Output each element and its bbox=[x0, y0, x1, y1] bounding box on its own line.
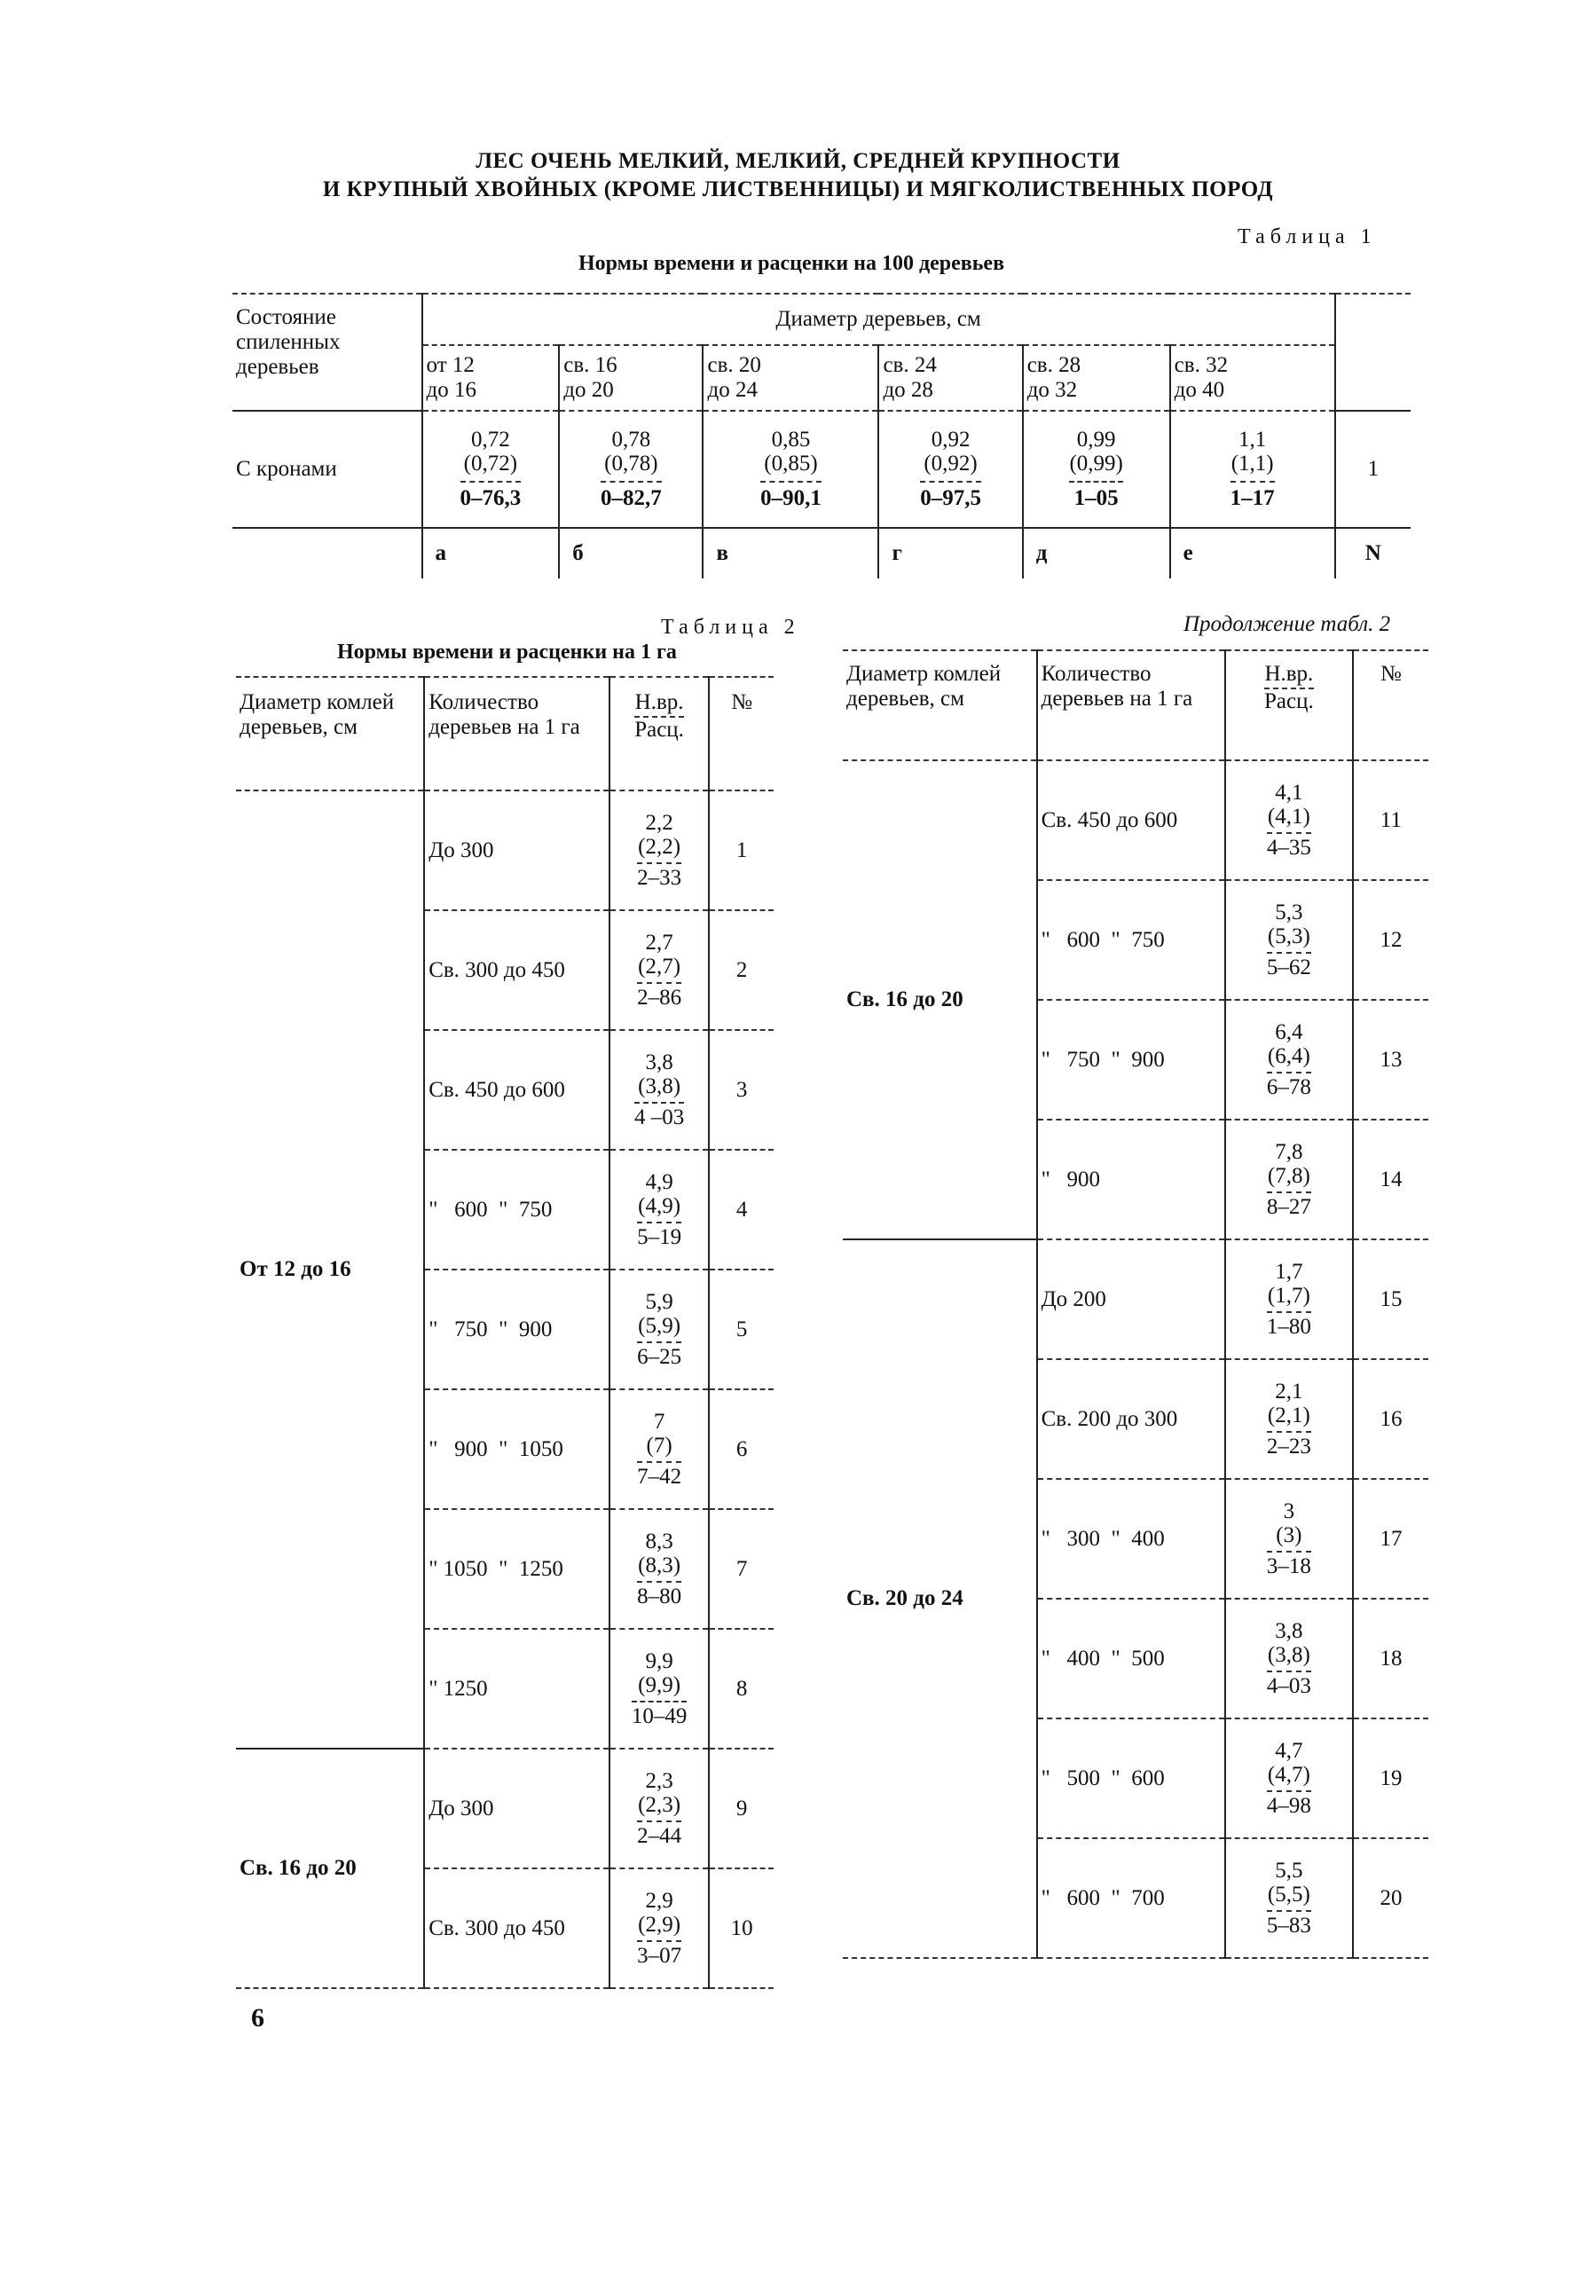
table2c-col-diam: Диаметр комлей деревьев, см bbox=[843, 650, 1037, 760]
table2-col-num: № bbox=[709, 677, 774, 790]
table2-row-number: 4 bbox=[709, 1150, 774, 1270]
table2c-col-count: Количество деревьев на 1 га bbox=[1037, 650, 1225, 760]
table2-diameter-group: Св. 20 до 24 bbox=[843, 1239, 1037, 1958]
table2-rate: 8–27 bbox=[1267, 1191, 1311, 1219]
table2c-col-num: № bbox=[1353, 650, 1428, 760]
table2-count-cell: " 900 bbox=[1037, 1120, 1225, 1239]
table2-count-cell: " 1050 " 1250 bbox=[424, 1509, 609, 1629]
table2-col-diam: Диаметр комлей деревьев, см bbox=[236, 677, 424, 790]
table2-value-cell bbox=[1225, 1120, 1353, 1239]
table1-norm-paren: (0,78) bbox=[604, 452, 658, 476]
table2-count-cell: " 750 " 900 bbox=[1037, 1000, 1225, 1120]
table2-norm-paren: (2,2) bbox=[638, 834, 681, 859]
table2-norm-paren: (5,3) bbox=[1267, 924, 1310, 948]
table2-diameter-group: От 12 до 16 bbox=[236, 790, 424, 1749]
table2-value-cell bbox=[1225, 1838, 1353, 1958]
table2-row-number: 1 bbox=[709, 790, 774, 910]
table2-value-cell bbox=[609, 790, 709, 910]
table2-count-cell: Св. 300 до 450 bbox=[424, 1868, 609, 1988]
table2-norm: 7,8 bbox=[1275, 1139, 1303, 1164]
table2-norm: 2,3 bbox=[645, 1768, 673, 1793]
table2-count-cell: Св. 450 до 600 bbox=[424, 1030, 609, 1150]
table2-rate: 2–33 bbox=[637, 862, 681, 890]
table2-value-cell bbox=[1225, 1599, 1353, 1718]
table1-range-to: до 16 bbox=[426, 378, 477, 402]
table2-norm-paren: (4,9) bbox=[638, 1193, 681, 1218]
table2-rate: 4–98 bbox=[1267, 1790, 1311, 1818]
table1-letter-cell: д bbox=[1023, 528, 1170, 578]
table2-norm: 1,7 bbox=[1275, 1259, 1303, 1284]
table2-norm-paren: (9,9) bbox=[638, 1672, 681, 1697]
table1-range-to: до 20 bbox=[563, 378, 614, 402]
table1-letter-cell: е bbox=[1170, 528, 1335, 578]
table1-rate: 0–76,3 bbox=[460, 481, 522, 510]
table2-norm-paren: (5,9) bbox=[638, 1313, 681, 1338]
table1-norm: 0,85 bbox=[771, 428, 811, 452]
table2-row-number: 15 bbox=[1353, 1239, 1428, 1359]
table2-rate: 5–19 bbox=[637, 1222, 681, 1249]
table2-value-cell bbox=[609, 910, 709, 1030]
table1-col-group: Диаметр деревьев, см bbox=[422, 294, 1335, 345]
table2-value-cell bbox=[609, 1868, 709, 1988]
table2-rate: 3–07 bbox=[637, 1940, 681, 1968]
table2-rate: 5–62 bbox=[1267, 952, 1311, 979]
table2-rate: 6–78 bbox=[1267, 1072, 1311, 1099]
table2-value-cell bbox=[1225, 760, 1353, 880]
table1-range-to: до 40 bbox=[1174, 378, 1225, 402]
table2-row-number: 14 bbox=[1353, 1120, 1428, 1239]
table2-norm-paren: (7) bbox=[646, 1433, 672, 1458]
table1-letter-cell: г bbox=[878, 528, 1022, 578]
table2-rate: 3–18 bbox=[1267, 1551, 1311, 1578]
table1-data-row bbox=[232, 411, 1411, 528]
table2-norm-paren: (7,8) bbox=[1267, 1163, 1310, 1188]
table1-rate: 0–97,5 bbox=[920, 481, 981, 510]
table2-row-number: 16 bbox=[1353, 1359, 1428, 1479]
table1-letter-cell: в bbox=[703, 528, 878, 578]
table2-subtitle: Нормы времени и расценки на 1 га bbox=[337, 641, 677, 664]
table2-value-cell bbox=[609, 1389, 709, 1509]
table-row bbox=[236, 1749, 774, 1868]
table2-norm: 4,1 bbox=[1275, 780, 1303, 805]
table1-subtitle: Нормы времени и расценки на 100 деревьев bbox=[578, 252, 1005, 275]
table2-norm: 2,2 bbox=[645, 810, 673, 835]
table1-norm: 1,1 bbox=[1238, 428, 1267, 452]
table2-rate: 4 –03 bbox=[634, 1102, 684, 1129]
table2-count-cell: " 500 " 600 bbox=[1037, 1718, 1225, 1838]
table1-norm-paren: (0,99) bbox=[1069, 452, 1123, 476]
table2-rate: 2–23 bbox=[1267, 1431, 1311, 1459]
table2-count-cell: " 1250 bbox=[424, 1629, 609, 1749]
table1-rate: 1–05 bbox=[1069, 481, 1122, 510]
table2-col-count: Количество деревьев на 1 га bbox=[424, 677, 609, 790]
table2-count-cell: " 750 " 900 bbox=[424, 1270, 609, 1389]
page-number: 6 bbox=[251, 2003, 264, 2033]
table2-value-cell bbox=[609, 1150, 709, 1270]
table2-left bbox=[236, 676, 774, 1989]
table2-norm: 8,3 bbox=[645, 1529, 673, 1553]
table2-value-cell bbox=[609, 1270, 709, 1389]
table-row bbox=[843, 1239, 1428, 1359]
table2-count-cell: " 900 " 1050 bbox=[424, 1389, 609, 1509]
table1-range-from: св. 24 bbox=[883, 353, 937, 377]
table2-row-number: 6 bbox=[709, 1389, 774, 1509]
table2-count-cell: До 300 bbox=[424, 790, 609, 910]
table2-value-cell bbox=[609, 1749, 709, 1868]
table2-row-number: 12 bbox=[1353, 880, 1428, 1000]
table2-value-cell bbox=[1225, 1359, 1353, 1479]
table2-count-cell: Св. 200 до 300 bbox=[1037, 1359, 1225, 1479]
table1-value-cell bbox=[703, 411, 878, 528]
table2-norm: 2,1 bbox=[1275, 1379, 1303, 1404]
table2-value-cell bbox=[1225, 1000, 1353, 1120]
table2-norm: 3,8 bbox=[645, 1050, 673, 1074]
table2-count-cell: До 200 bbox=[1037, 1239, 1225, 1359]
table2-row-number: 3 bbox=[709, 1030, 774, 1150]
table2c-col-norm: Н.вр. bbox=[1264, 662, 1314, 686]
table2-rate: 6–25 bbox=[637, 1341, 681, 1369]
table2-norm-paren: (8,3) bbox=[638, 1553, 681, 1577]
table2-row-number: 20 bbox=[1353, 1838, 1428, 1958]
table2-col-norm: Н.вр. bbox=[634, 690, 684, 714]
table1-range-cell bbox=[1170, 345, 1335, 411]
table2-rate: 4–03 bbox=[1267, 1671, 1311, 1698]
table1-col-state: Состояние спиленных деревьев bbox=[232, 294, 422, 411]
table1-range-cell bbox=[1023, 345, 1170, 411]
table1-letter-cell: а bbox=[422, 528, 560, 578]
table1-norm-paren: (0,85) bbox=[764, 452, 818, 476]
table1-range-from: св. 28 bbox=[1026, 353, 1081, 377]
table2-row-number: 7 bbox=[709, 1509, 774, 1629]
table2-right bbox=[843, 649, 1428, 1959]
table2-diameter-group: Св. 16 до 20 bbox=[236, 1749, 424, 1988]
table2-norm-paren: (3) bbox=[1276, 1522, 1302, 1547]
table2-count-cell: До 300 bbox=[424, 1749, 609, 1868]
page-title-line1: ЛЕС ОЧЕНЬ МЕЛКИЙ, МЕЛКИЙ, СРЕДНЕЙ КРУПНОСТИ bbox=[476, 149, 1120, 173]
table1-norm: 0,99 bbox=[1076, 428, 1116, 452]
table2-norm-paren: (2,3) bbox=[638, 1792, 681, 1817]
table1-range-from: св. 20 bbox=[707, 353, 761, 377]
table1-range-cell bbox=[703, 345, 878, 411]
table2-rate: 8–80 bbox=[637, 1581, 681, 1608]
table2-rate: 7–42 bbox=[637, 1461, 681, 1489]
table2-value-cell bbox=[609, 1509, 709, 1629]
table2-rate: 1–80 bbox=[1267, 1311, 1311, 1339]
table2-rate: 2–44 bbox=[637, 1820, 681, 1848]
table1-range-from: св. 32 bbox=[1174, 353, 1229, 377]
table2c-col-rate: Расц. bbox=[1264, 689, 1314, 713]
table1-value-cell bbox=[878, 411, 1022, 528]
table1-range-to: до 24 bbox=[707, 378, 758, 402]
table1-label: Таблица 1 bbox=[1238, 225, 1377, 248]
table2-row-number: 18 bbox=[1353, 1599, 1428, 1718]
table2-rate: 2–86 bbox=[637, 982, 681, 1010]
table2-rate: 5–83 bbox=[1267, 1910, 1311, 1938]
table2-rate: 10–49 bbox=[632, 1701, 688, 1728]
table1-norm: 0,92 bbox=[931, 428, 971, 452]
table1-value-cell bbox=[422, 411, 560, 528]
table2-norm: 3 bbox=[1283, 1498, 1295, 1523]
table2-count-cell: " 600 " 750 bbox=[1037, 880, 1225, 1000]
table1-norm: 0,72 bbox=[471, 428, 510, 452]
table2-norm-paren: (2,1) bbox=[1267, 1403, 1310, 1427]
table2-row-number: 11 bbox=[1353, 760, 1428, 880]
table-row bbox=[843, 760, 1428, 880]
table1-rate: 1–17 bbox=[1230, 481, 1275, 510]
table2-norm: 2,7 bbox=[645, 930, 673, 955]
table2-row-number: 13 bbox=[1353, 1000, 1428, 1120]
table2-count-cell: Св. 300 до 450 bbox=[424, 910, 609, 1030]
table2-norm: 2,9 bbox=[645, 1888, 673, 1913]
table1-range-from: от 12 bbox=[426, 353, 475, 377]
table2-value-cell bbox=[1225, 1479, 1353, 1599]
table2-norm: 5,3 bbox=[1275, 900, 1303, 924]
table1-range-from: св. 16 bbox=[563, 353, 617, 377]
table1 bbox=[232, 293, 1411, 578]
table2-value-cell bbox=[1225, 1239, 1353, 1359]
table2-norm-paren: (6,4) bbox=[1267, 1043, 1310, 1068]
table2-norm-paren: (4,1) bbox=[1267, 804, 1310, 829]
table2-norm-paren: (4,7) bbox=[1267, 1762, 1310, 1787]
table2-norm: 5,5 bbox=[1275, 1858, 1303, 1883]
table2-row-number: 17 bbox=[1353, 1479, 1428, 1599]
table1-range-to: до 32 bbox=[1026, 378, 1078, 402]
table2-row-number: 8 bbox=[709, 1629, 774, 1749]
table1-value-cell bbox=[1023, 411, 1170, 528]
table1-value-cell bbox=[1170, 411, 1335, 528]
table2-row-number: 10 bbox=[709, 1868, 774, 1988]
table1-value-cell bbox=[559, 411, 703, 528]
table2-norm: 3,8 bbox=[1275, 1618, 1303, 1643]
table1-row-number: 1 bbox=[1335, 411, 1411, 528]
table2-norm-paren: (2,7) bbox=[638, 954, 681, 979]
table1-letter-row bbox=[232, 528, 1411, 578]
table2-value-cell bbox=[609, 1629, 709, 1749]
table2-norm-paren: (3,8) bbox=[1267, 1642, 1310, 1667]
table1-row-label: С кронами bbox=[232, 411, 422, 528]
table2-norm-paren: (5,5) bbox=[1267, 1882, 1310, 1907]
table1-letter-spacer bbox=[232, 528, 422, 578]
table2-count-cell: " 600 " 750 bbox=[424, 1150, 609, 1270]
table1-range-to: до 28 bbox=[883, 378, 933, 402]
table1-range-cell bbox=[559, 345, 703, 411]
table2-norm: 9,9 bbox=[645, 1648, 673, 1673]
table2-value-cell bbox=[1225, 1718, 1353, 1838]
table2-rate: 4–35 bbox=[1267, 832, 1311, 860]
table1-norm: 0,78 bbox=[611, 428, 651, 452]
table2-row-number: 19 bbox=[1353, 1718, 1428, 1838]
table2-norm: 5,9 bbox=[645, 1289, 673, 1314]
table2-row-number: 9 bbox=[709, 1749, 774, 1868]
table2-count-cell: " 400 " 500 bbox=[1037, 1599, 1225, 1718]
table-row bbox=[236, 790, 774, 910]
table1-norm-paren: (1,1) bbox=[1230, 452, 1274, 476]
table1-num-label: N bbox=[1335, 528, 1411, 578]
table2-norm-paren: (3,8) bbox=[638, 1073, 681, 1098]
table1-norm-paren: (0,92) bbox=[924, 452, 978, 476]
table2-col-rate: Расц. bbox=[634, 718, 684, 742]
table2-continuation-label: Продолжение табл. 2 bbox=[1183, 612, 1391, 636]
table2-norm: 4,9 bbox=[645, 1169, 673, 1194]
table1-range-cell bbox=[878, 345, 1022, 411]
table1-rate: 0–82,7 bbox=[601, 481, 662, 510]
table1-norm-paren: (0,72) bbox=[463, 452, 518, 476]
table2-norm: 4,7 bbox=[1275, 1738, 1303, 1763]
table2-label: Таблица 2 bbox=[661, 616, 800, 639]
page-title-line2: И КРУПНЫЙ ХВОЙНЫХ (КРОМЕ ЛИСТВЕННИЦЫ) И МЯГКОЛИСТВЕННЫХ ПОРОД bbox=[322, 177, 1274, 201]
table2-row-number: 2 bbox=[709, 910, 774, 1030]
table1-range-cell bbox=[422, 345, 560, 411]
table2-count-cell: " 300 " 400 bbox=[1037, 1479, 1225, 1599]
table2-norm: 7 bbox=[653, 1409, 665, 1434]
table2-row-number: 5 bbox=[709, 1270, 774, 1389]
table1-letter-cell: б bbox=[559, 528, 703, 578]
table2-count-cell: " 600 " 700 bbox=[1037, 1838, 1225, 1958]
table2-count-cell: Св. 450 до 600 bbox=[1037, 760, 1225, 880]
table2-diameter-group: Св. 16 до 20 bbox=[843, 760, 1037, 1239]
table2-norm-paren: (2,9) bbox=[638, 1912, 681, 1937]
table2-norm: 6,4 bbox=[1275, 1019, 1303, 1044]
table1-rate: 0–90,1 bbox=[760, 481, 822, 510]
table2-norm-paren: (1,7) bbox=[1267, 1283, 1310, 1308]
table2-value-cell bbox=[609, 1030, 709, 1150]
table2-value-cell bbox=[1225, 880, 1353, 1000]
